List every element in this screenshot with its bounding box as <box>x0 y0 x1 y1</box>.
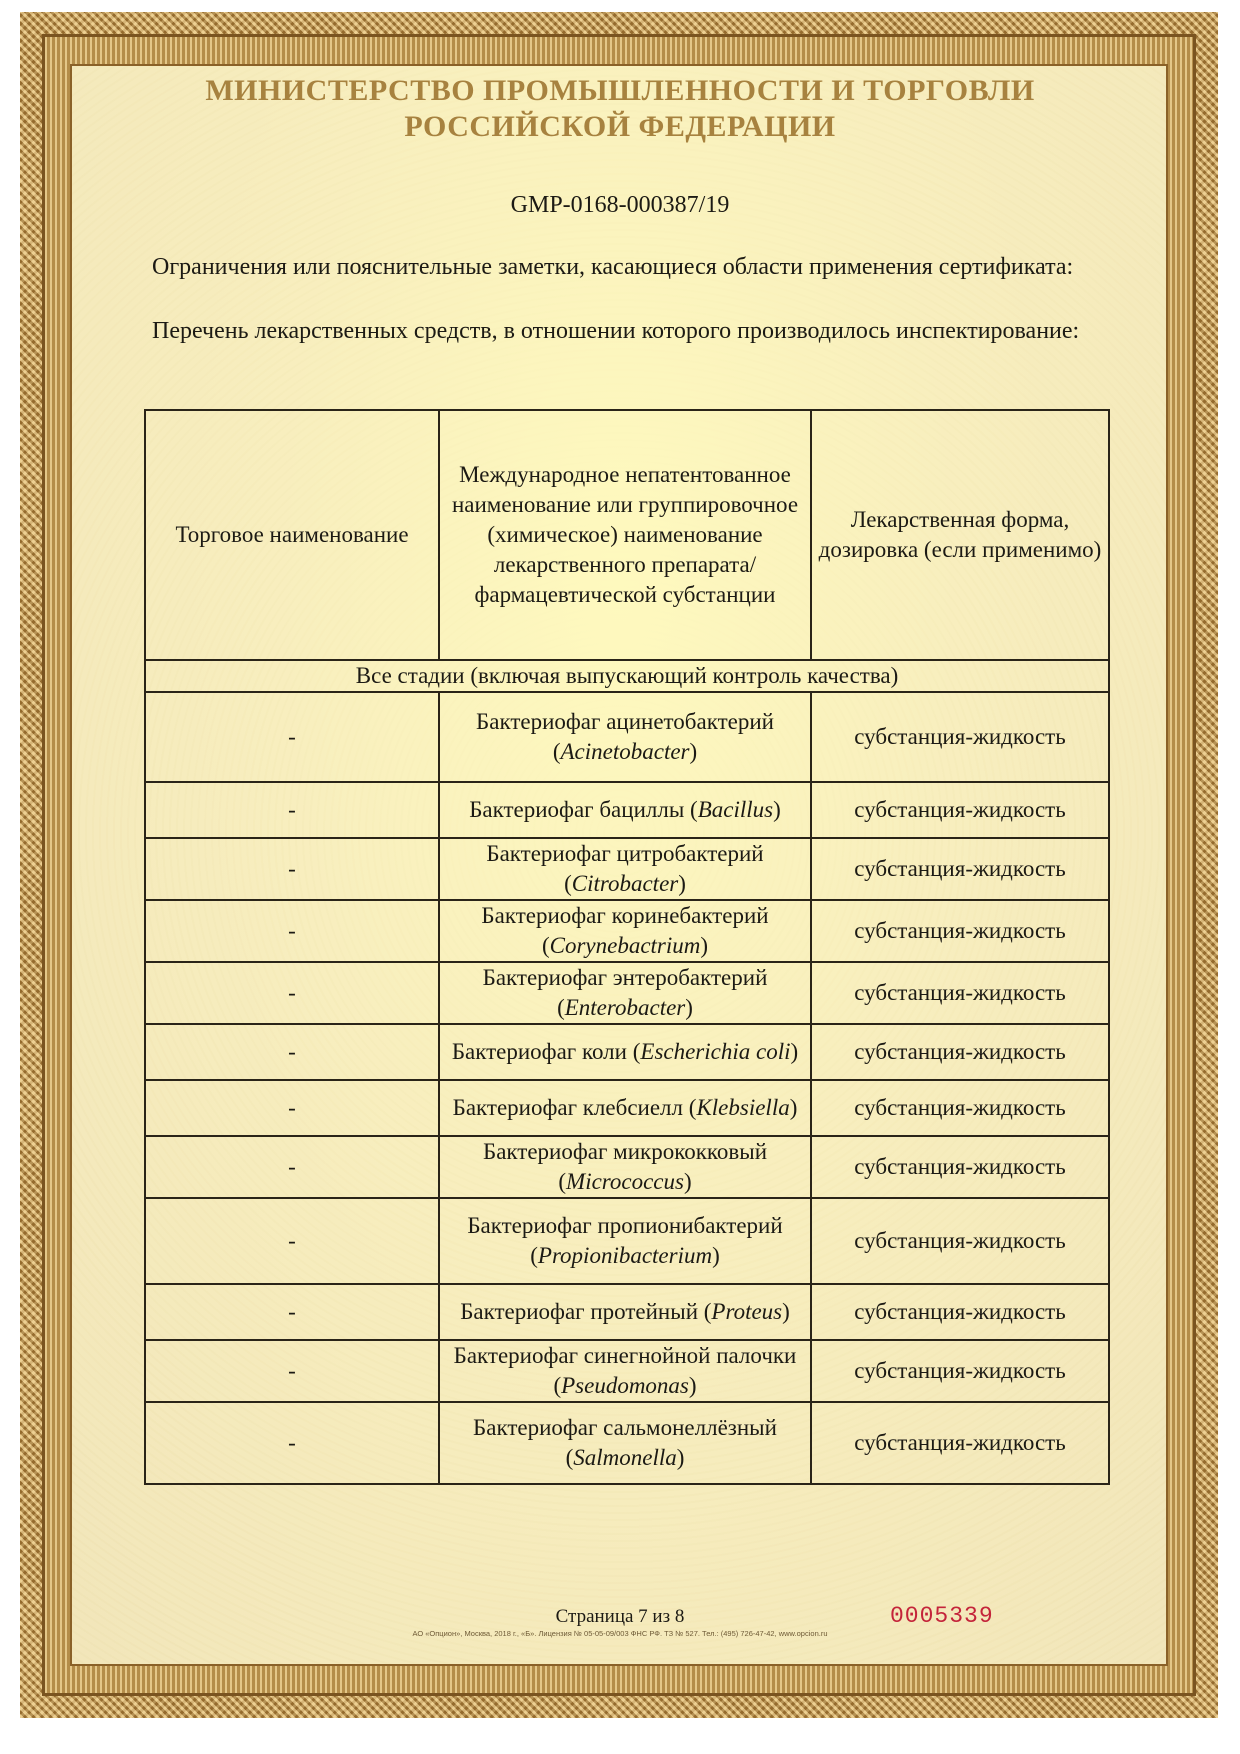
trade-name-cell: - <box>145 1402 439 1484</box>
inn-latin-name: Bacillus <box>697 797 774 822</box>
dosage-form-cell: субстанция-жидкость <box>811 1340 1109 1402</box>
stage-row <box>145 660 1109 692</box>
trade-name-cell: - <box>145 1136 439 1198</box>
table-row <box>145 1198 1109 1284</box>
inn-cell: Бактериофаг энтеробактерий (Enterobacter) <box>439 962 811 1024</box>
inn-name: Бактериофаг синегнойной палочки <box>453 1343 797 1368</box>
inn-latin-name: Klebsiella <box>696 1095 790 1120</box>
inn-latin-name: Enterobacter <box>564 995 686 1020</box>
inn-name: Бактериофаг сальмонеллёзный <box>473 1415 777 1440</box>
trade-name-cell: - <box>145 838 439 900</box>
trade-name-cell: - <box>145 1024 439 1080</box>
table-header-row <box>145 410 1109 660</box>
inn-name: Бактериофаг пропионибактерий <box>467 1213 783 1238</box>
certificate-number: GMP-0168-000387/19 <box>510 192 730 218</box>
table-row <box>145 692 1109 782</box>
inn-name: Бактериофаг микрококковый <box>483 1139 767 1164</box>
trade-name-cell: - <box>145 900 439 962</box>
dosage-form-cell: субстанция-жидкость <box>811 1198 1109 1284</box>
table-row <box>145 1136 1109 1198</box>
inn-name: Бактериофаг коли <box>451 1039 627 1064</box>
table-row <box>145 962 1109 1024</box>
product-list-intro: Перечень лекарственных средств, в отношении которого производилось инспектирование: <box>152 318 1080 344</box>
product-table <box>144 409 1110 1485</box>
inn-name: Бактериофаг клебсиелл <box>452 1095 684 1120</box>
dosage-form-cell: субстанция-жидкость <box>811 692 1109 782</box>
dosage-form-cell: субстанция-жидкость <box>811 1080 1109 1136</box>
inn-latin-name: Acinetobacter <box>560 739 690 764</box>
inn-cell: Бактериофаг синегнойной палочки (Pseudomonas) <box>439 1340 811 1402</box>
inn-cell: Бактериофаг микрококковый (Micrococcus) <box>439 1136 811 1198</box>
inn-latin-name: Salmonella <box>573 1445 677 1470</box>
trade-name-cell: - <box>145 1198 439 1284</box>
inn-cell: Бактериофаг пропионибактерий (Propionibacterium) <box>439 1198 811 1284</box>
dosage-form-cell: субстанция-жидкость <box>811 962 1109 1024</box>
page-number: Страница 7 из 8 <box>555 1606 685 1627</box>
trade-name-cell: - <box>145 1284 439 1340</box>
table-row <box>145 1284 1109 1340</box>
ministry-title <box>0 73 1240 145</box>
column-header-dosage-form: Лекарственная форма, дозировка (если применимо) <box>811 410 1109 660</box>
dosage-form-cell: субстанция-жидкость <box>811 1136 1109 1198</box>
inn-cell: Бактериофаг протейный (Proteus) <box>439 1284 811 1340</box>
column-header-inn: Международное непатентованное наименование или группировочное (химическое) наименование лекарственного препарата/фармацевтической субстанции <box>439 410 811 660</box>
table-row <box>145 1340 1109 1402</box>
inn-name: Бактериофаг протейный <box>460 1299 698 1324</box>
inn-latin-name: Proteus <box>711 1299 783 1324</box>
dosage-form-cell: субстанция-жидкость <box>811 1024 1109 1080</box>
dosage-form-cell: субстанция-жидкость <box>811 1402 1109 1484</box>
ministry-title-line-1: МИНИСТЕРСТВО ПРОМЫШЛЕННОСТИ И ТОРГОВЛИ <box>205 74 1035 107</box>
inn-cell: Бактериофаг клебсиелл (Klebsiella) <box>439 1080 811 1136</box>
column-header-trade-name: Торговое наименование <box>145 410 439 660</box>
inn-name: Бактериофаг бациллы <box>469 797 685 822</box>
table-row <box>145 782 1109 838</box>
trade-name-cell: - <box>145 782 439 838</box>
table-row <box>145 900 1109 962</box>
inn-name: Бактериофаг ацинетобактерий <box>476 709 774 734</box>
trade-name-cell: - <box>145 1340 439 1402</box>
ministry-title-line-2: РОССИЙСКОЙ ФЕДЕРАЦИИ <box>404 110 836 143</box>
trade-name-cell: - <box>145 692 439 782</box>
dosage-form-cell: субстанция-жидкость <box>811 900 1109 962</box>
serial-number: 0005339 <box>890 1603 994 1629</box>
trade-name-cell: - <box>145 1080 439 1136</box>
dosage-form-cell: субстанция-жидкость <box>811 1284 1109 1340</box>
inn-latin-name: Pseudomonas <box>561 1373 689 1398</box>
printer-imprint: АО «Опцион», Москва, 2018 г., «Б». Лицензия № 05-05-09/003 ФНС РФ. ТЗ № 527. Тел.: (495) 726-47-42, www.opcion.ru <box>412 1629 828 1638</box>
inn-cell: Бактериофаг цитробактерий (Citrobacter) <box>439 838 811 900</box>
dosage-form-cell: субстанция-жидкость <box>811 838 1109 900</box>
inn-cell: Бактериофаг коринебактерий (Corynebactrium) <box>439 900 811 962</box>
table-row <box>145 1024 1109 1080</box>
table-row <box>145 838 1109 900</box>
restrictions-note: Ограничения или пояснительные заметки, касающиеся области применения сертификата: <box>152 254 1074 280</box>
inn-name: Бактериофаг коринебактерий <box>481 903 769 928</box>
dosage-form-cell: субстанция-жидкость <box>811 782 1109 838</box>
inn-cell: Бактериофаг коли (Escherichia coli) <box>439 1024 811 1080</box>
table-row <box>145 1402 1109 1484</box>
inn-cell: Бактериофаг бациллы (Bacillus) <box>439 782 811 838</box>
table-row <box>145 1080 1109 1136</box>
inn-name: Бактериофаг энтеробактерий <box>482 965 768 990</box>
stage-label: Все стадии (включая выпускающий контроль качества) <box>145 660 1109 692</box>
trade-name-cell: - <box>145 962 439 1024</box>
inn-latin-name: Corynebactrium <box>549 933 701 958</box>
inn-latin-name: Citrobacter <box>571 871 679 896</box>
inn-cell: Бактериофаг сальмонеллёзный (Salmonella) <box>439 1402 811 1484</box>
inn-latin-name: Micrococcus <box>566 1169 684 1194</box>
inn-latin-name: Escherichia coli <box>640 1039 791 1064</box>
inn-name: Бактериофаг цитробактерий <box>486 841 764 866</box>
inn-cell: Бактериофаг ацинетобактерий (Acinetobacter) <box>439 692 811 782</box>
inn-latin-name: Propionibacterium <box>537 1243 713 1268</box>
